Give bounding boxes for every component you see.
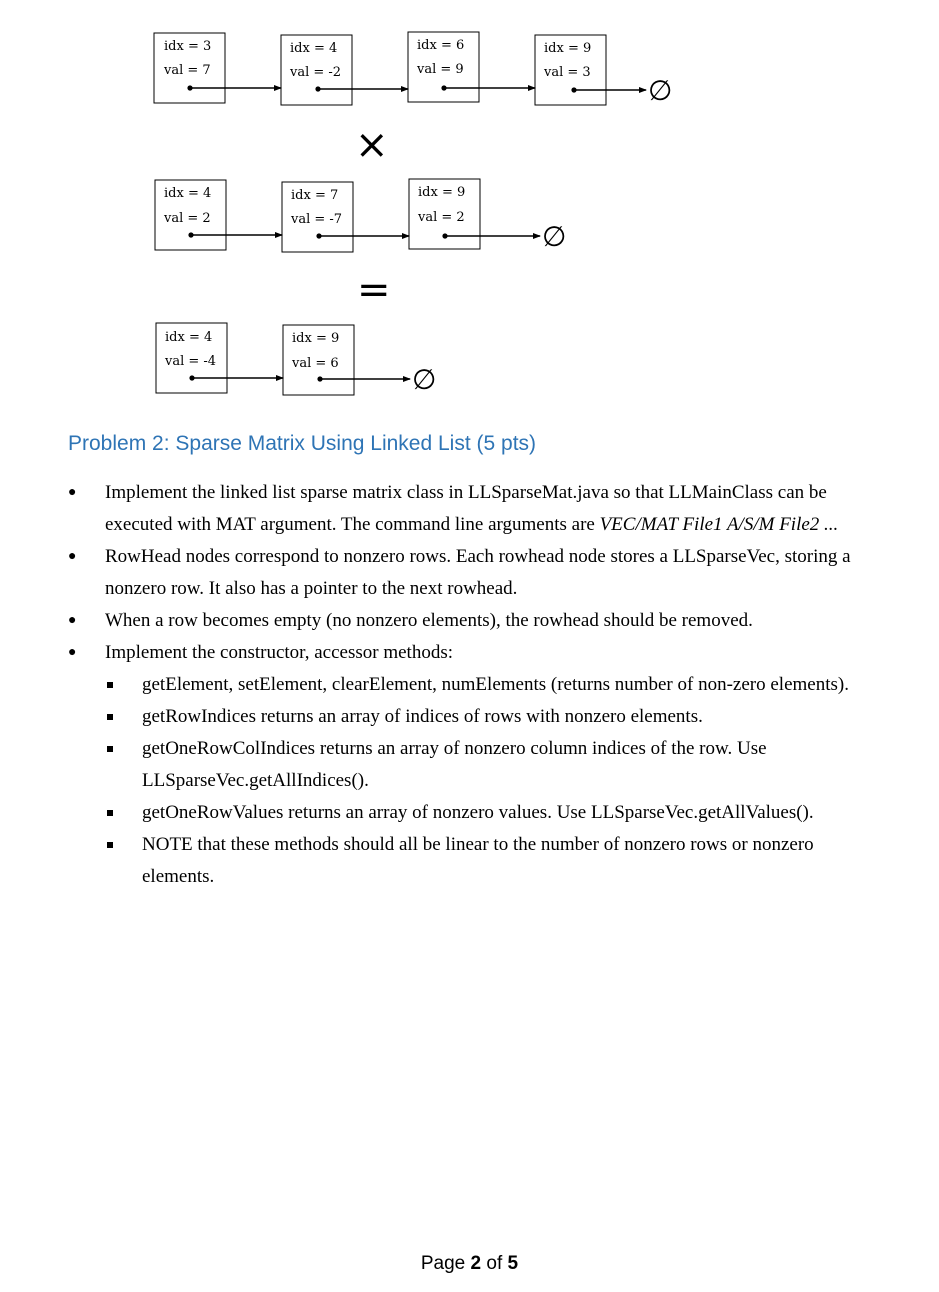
list-item	[0, 477, 939, 541]
node-idx: idx = 6	[417, 38, 465, 53]
square-bullet-icon	[107, 842, 113, 848]
list-item	[0, 637, 939, 893]
sub-bullet-text: getOneRowColIndices returns an array of nonzero column indices of the row. Use LLSparseVec.getAllIndices().	[142, 738, 767, 791]
node-c2	[283, 325, 354, 395]
node-b1	[155, 180, 226, 250]
null-icon: ∅	[648, 74, 673, 107]
node-val: val = 9	[417, 62, 464, 77]
bullet-text: Implement the constructor, accessor methods:	[105, 642, 453, 663]
sub-bullet-text: getElement, setElement, clearElement, numElements (returns number of non-zero elements).	[142, 674, 849, 695]
list-item	[0, 541, 939, 605]
list-item	[0, 605, 939, 637]
page-word: Page	[420, 1253, 466, 1274]
sub-list-item	[105, 829, 869, 893]
node-val: val = 7	[164, 63, 211, 78]
sub-bullet-list	[105, 669, 869, 893]
node-val: val = -2	[290, 65, 342, 80]
pointer-arrows	[189, 375, 410, 381]
null-icon: ∅	[542, 220, 567, 253]
square-bullet-icon	[107, 714, 113, 720]
bullet-text: Implement the linked list sparse matrix class in LLSparseMat.java so that LLMainClass can be executed with MAT argument. The command line arguments are	[105, 482, 827, 535]
sub-list-item	[105, 701, 869, 733]
node-a2	[281, 35, 352, 105]
list-c	[156, 323, 436, 396]
bullet-icon: ●	[68, 549, 77, 564]
sub-bullet-text: NOTE that these methods should all be linear to the number of nonzero rows or nonzero elements.	[142, 834, 814, 887]
square-bullet-icon	[107, 746, 113, 752]
node-a3	[408, 32, 479, 102]
node-idx: idx = 4	[165, 330, 213, 345]
square-bullet-icon	[107, 810, 113, 816]
null-icon: ∅	[412, 363, 437, 396]
node-idx: idx = 4	[290, 41, 338, 56]
node-val: val = 6	[292, 356, 339, 371]
node-idx: idx = 9	[418, 185, 466, 200]
bullet-icon: ●	[68, 645, 77, 660]
sub-list-item	[105, 669, 869, 701]
bullet-text: When a row becomes empty (no nonzero elements), the rowhead should be removed.	[105, 610, 753, 631]
total-pages: 5	[507, 1253, 519, 1274]
problem-heading: Problem 2: Sparse Matrix Using Linked List (5 pts)	[68, 432, 537, 455]
node-val: val = 3	[544, 65, 591, 80]
times-operator: ×	[355, 122, 389, 168]
current-page: 2	[470, 1253, 482, 1274]
page-footer	[0, 1253, 939, 1275]
node-idx: idx = 3	[164, 39, 212, 54]
list-a	[154, 32, 672, 107]
pointer-arrows	[188, 232, 540, 238]
node-val: val = 2	[418, 210, 465, 225]
sub-bullet-text: getRowIndices returns an array of indices of rows with nonzero elements.	[142, 706, 703, 727]
sub-bullet-text: getOneRowValues returns an array of nonzero values. Use LLSparseVec.getAllValues().	[142, 802, 814, 823]
problem-body	[0, 477, 939, 893]
node-idx: idx = 9	[544, 41, 592, 56]
sub-list-item	[105, 797, 869, 829]
list-b	[155, 179, 566, 253]
node-val: val = 2	[164, 211, 211, 226]
bullet-icon: ●	[68, 613, 77, 628]
of-word: of	[486, 1253, 503, 1274]
square-bullet-icon	[107, 682, 113, 688]
bullet-text: RowHead nodes correspond to nonzero rows. Each rowhead node stores a LLSparseVec, storing a nonzero row. It also has a pointer to the next rowhead.	[105, 546, 851, 599]
node-b2	[282, 182, 353, 252]
node-idx: idx = 9	[292, 331, 340, 346]
command-args: VEC/MAT File1 A/S/M File2 ...	[599, 514, 839, 535]
sub-list-item	[105, 733, 869, 797]
pointer-arrows	[187, 85, 646, 92]
linked-list-diagram	[0, 0, 939, 420]
bullet-list	[0, 477, 939, 893]
node-a1	[154, 33, 225, 103]
node-c1	[156, 323, 227, 393]
bullet-icon: ●	[68, 485, 77, 500]
node-a4	[535, 35, 606, 105]
node-val: val = -4	[165, 354, 217, 369]
node-idx: idx = 7	[291, 188, 339, 203]
node-val: val = -7	[291, 212, 343, 227]
equals-operator: =	[357, 267, 391, 313]
node-idx: idx = 4	[164, 186, 212, 201]
